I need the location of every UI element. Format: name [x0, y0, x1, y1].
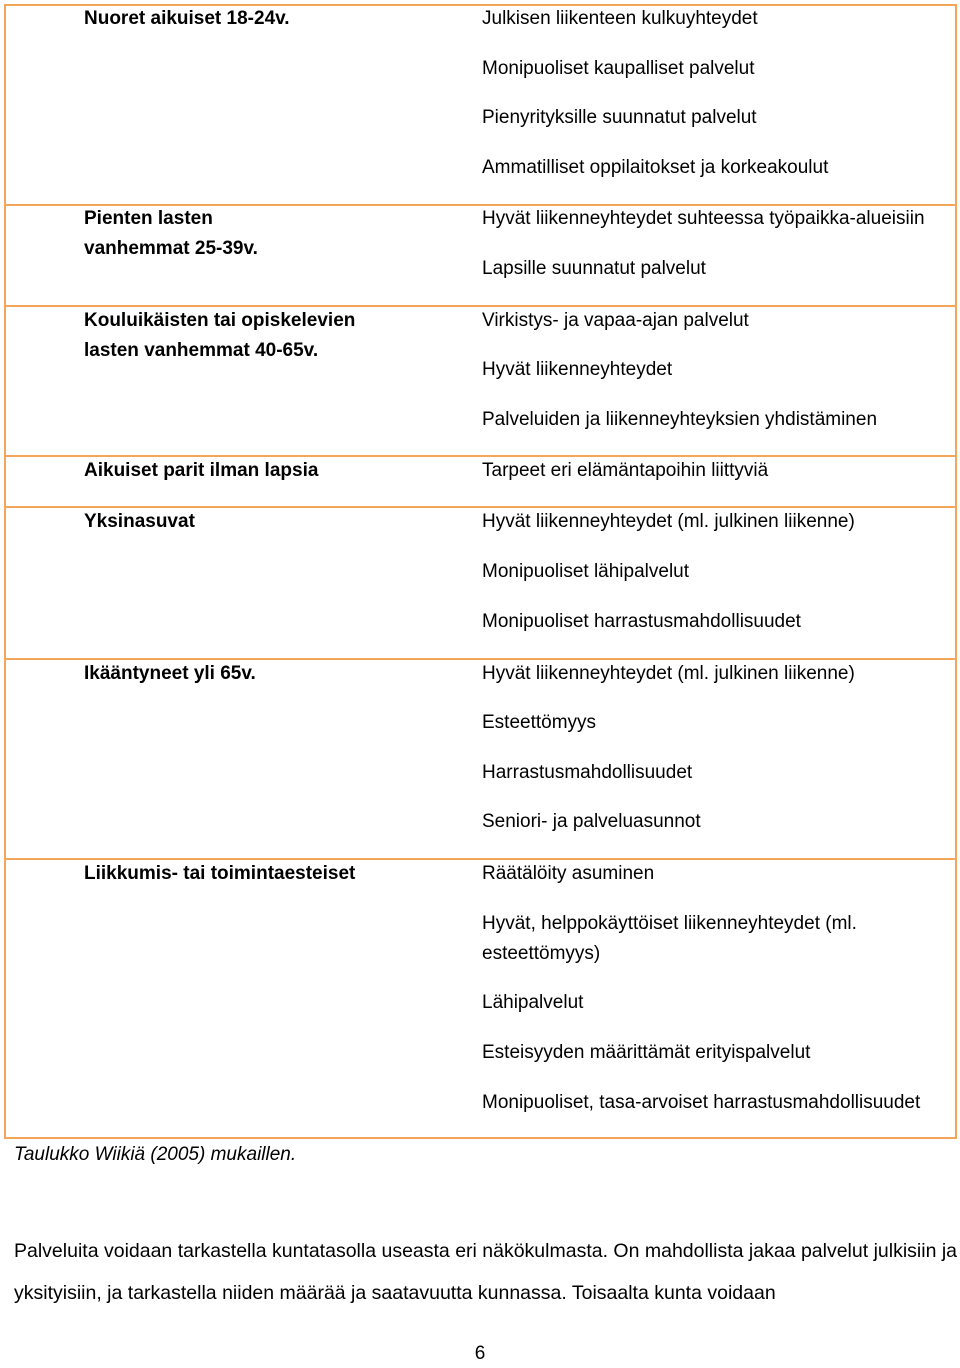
- need-item: Monipuoliset, tasa-arvoiset harrastusmahdollisuudet: [482, 1092, 921, 1113]
- table-caption: Taulukko Wiikiä (2005) mukaillen.: [14, 1144, 297, 1165]
- need-item: Räätälöity asuminen: [482, 863, 655, 884]
- need-item: Hyvät liikenneyhteydet (ml. julkinen liikenne): [482, 511, 855, 532]
- need-item: Esteisyyden määrittämät erityispalvelut: [482, 1042, 811, 1063]
- need-item: Hyvät liikenneyhteydet: [482, 359, 673, 380]
- need-item: Lähipalvelut: [482, 992, 584, 1013]
- need-item: Seniori- ja palveluasunnot: [482, 811, 701, 832]
- need-item: Harrastusmahdollisuudet: [482, 762, 693, 783]
- body-paragraph: Palveluita voidaan tarkastella kuntatasolla useasta eri näkökulmasta. On mahdollista jakaa palvelut julkisiin ja yksityisiin, ja tarkastella niiden määrää ja saatavuutta kunnassa. Toisaalta kunta voidaan: [14, 1240, 958, 1304]
- group-couples-without-children: Aikuiset parit ilman lapsia: [84, 460, 319, 481]
- group-mobility-impaired: Liikkumis- tai toimintaesteiset: [84, 863, 356, 884]
- need-item: Hyvät, helppokäyttöiset liikenneyhteydet (ml. esteettömyys): [482, 913, 857, 964]
- need-item: Monipuoliset lähipalvelut: [482, 561, 690, 582]
- group-single-households: Yksinasuvat: [84, 511, 195, 532]
- need-item: Ammatilliset oppilaitokset ja korkeakoulut: [482, 157, 829, 178]
- need-item: Esteettömyys: [482, 712, 597, 733]
- group-parents-small-children: Pienten lasten vanhemmat 25-39v.: [84, 208, 258, 259]
- need-item: Palveluiden ja liikenneyhteyksien yhdistäminen: [482, 409, 878, 430]
- need-item: Hyvät liikenneyhteydet (ml. julkinen liikenne): [482, 663, 855, 684]
- need-item: Pienyrityksille suunnatut palvelut: [482, 107, 757, 128]
- need-item: Julkisen liikenteen kulkuyhteydet: [482, 8, 758, 29]
- need-item: Hyvät liikenneyhteydet suhteessa työpaikka-alueisiin: [482, 208, 925, 229]
- need-item: Tarpeet eri elämäntapoihin liittyviä: [482, 460, 769, 481]
- group-elderly: Ikääntyneet yli 65v.: [84, 663, 256, 684]
- group-young-adults: Nuoret aikuiset 18-24v.: [84, 8, 290, 29]
- need-item: Monipuoliset kaupalliset palvelut: [482, 58, 755, 79]
- need-item: Monipuoliset harrastusmahdollisuudet: [482, 611, 801, 632]
- need-item: Lapsille suunnatut palvelut: [482, 258, 706, 279]
- need-item: Virkistys- ja vapaa-ajan palvelut: [482, 310, 749, 331]
- group-parents-school-children: Kouluikäisten tai opiskelevien lasten vanhemmat 40-65v.: [84, 310, 356, 361]
- page-number: 6: [474, 1343, 486, 1364]
